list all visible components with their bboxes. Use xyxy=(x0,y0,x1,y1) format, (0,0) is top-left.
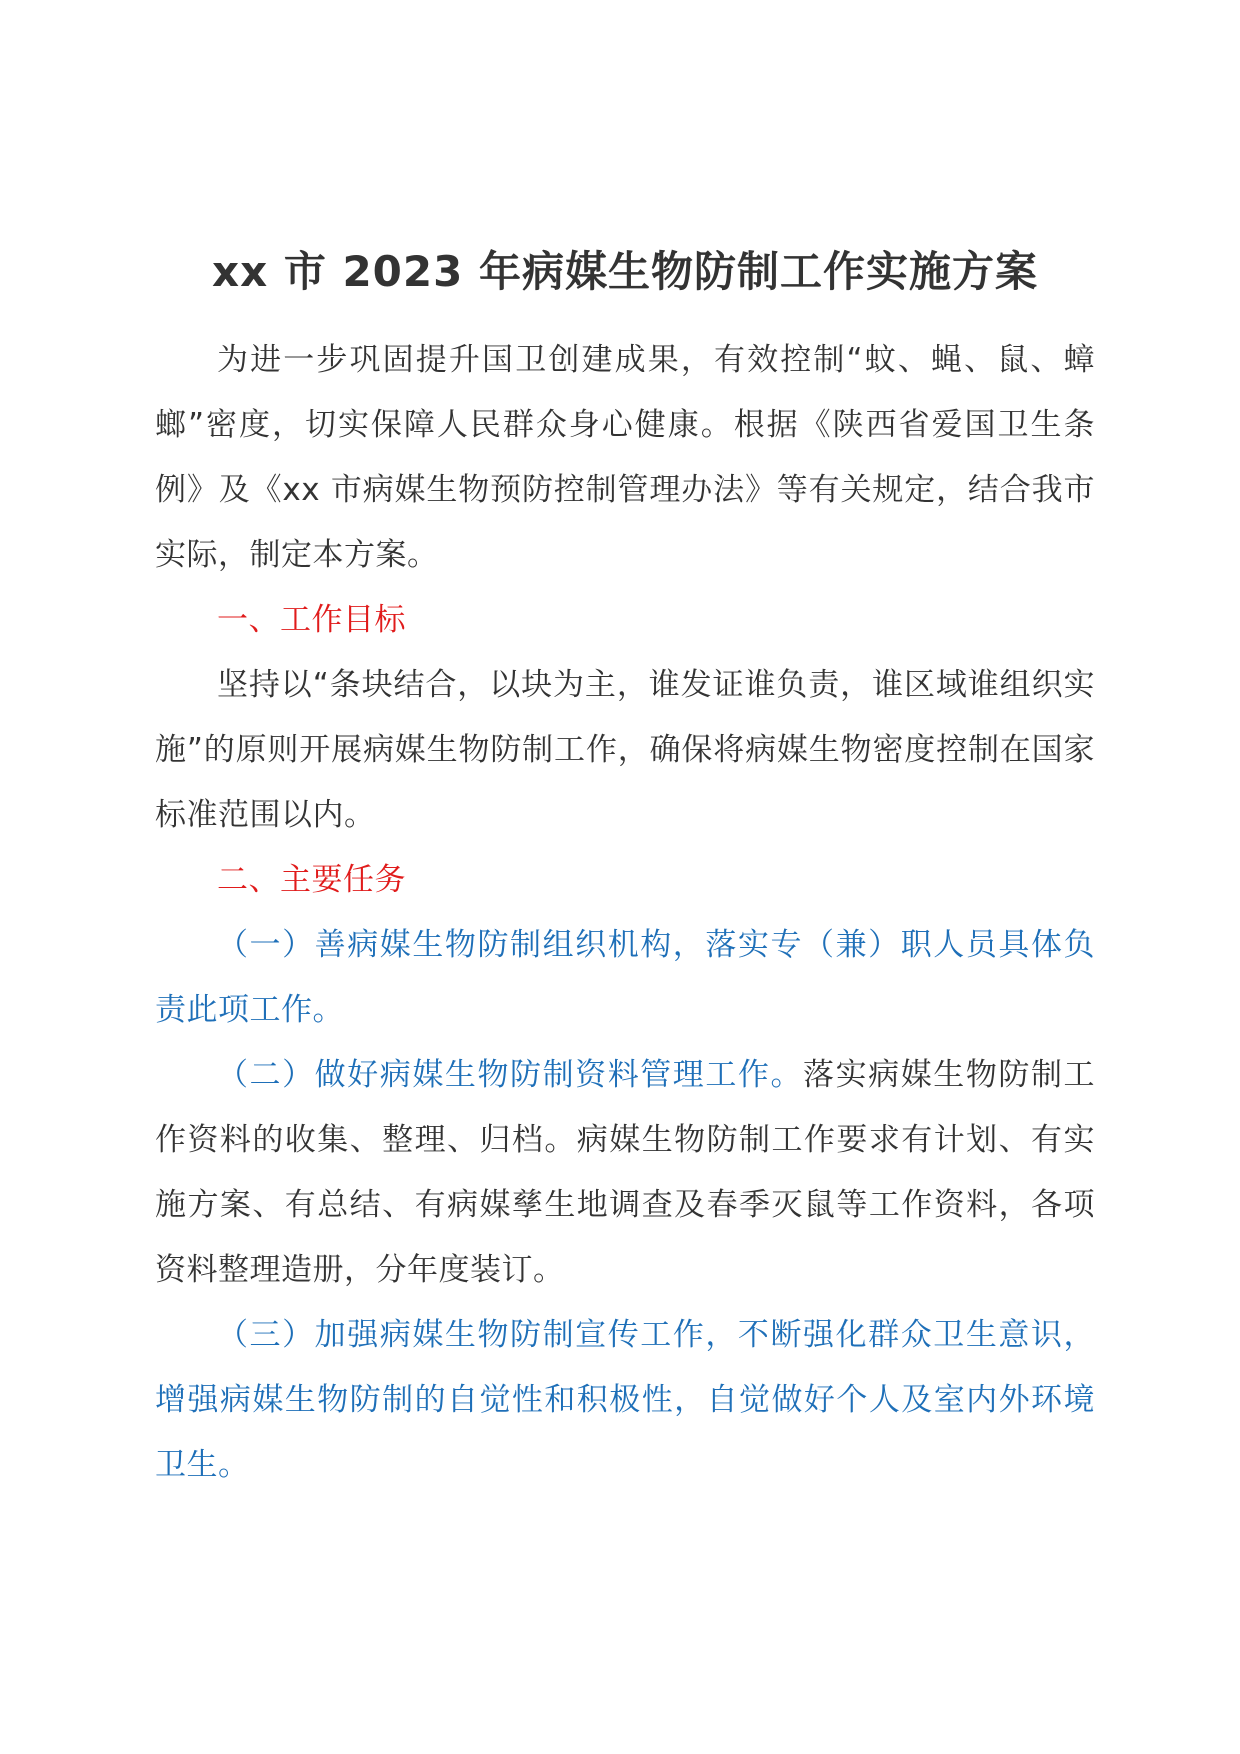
task-2-lead: （二）做好病媒生物防制资料管理工作。 xyxy=(217,1057,804,1093)
task-3-lead: （三）加强病媒生物防制宣传工作，不断强化群众卫生意识，增强病媒生物防制的自觉性和积极性，自觉做好个人及室内外环境卫生。 xyxy=(155,1317,1095,1483)
document-body xyxy=(155,240,1095,1498)
section-heading-tasks: 二、主要任务 xyxy=(217,862,406,898)
intro-paragraph: 为进一步巩固提升国卫创建成果，有效控制“蚊、蝇、鼠、蟑螂”密度，切实保障人民群众身心健康。根据《陕西省爱国卫生条例》及《xx 市病媒生物预防控制管理办法》等有关规定，结合我市实际，制定本方案。 xyxy=(155,342,1095,573)
goals-paragraph: 坚持以“条块结合，以块为主，谁发证谁负责，谁区域谁组织实施”的原则开展病媒生物防制工作，确保将病媒生物密度控制在国家标准范围以内。 xyxy=(155,667,1095,833)
task-1-lead: （一）善病媒生物防制组织机构，落实专（兼）职人员具体负责此项工作。 xyxy=(155,927,1095,1028)
task-item-3 xyxy=(155,1303,1095,1498)
section-heading-goals: 一、工作目标 xyxy=(217,602,406,638)
document-title: xx 市 2023 年病媒生物防制工作实施方案 xyxy=(212,247,1038,296)
task-item-2 xyxy=(155,1043,1095,1303)
task-2-rest: 落实病媒生物防制工作资料的收集、整理、归档。病媒生物防制工作要求有计划、有实施方案、有总结、有病媒孳生地调查及春季灭鼠等工作资料，各项资料整理造册，分年度装订。 xyxy=(155,1057,1096,1288)
task-item-1 xyxy=(155,913,1095,1043)
